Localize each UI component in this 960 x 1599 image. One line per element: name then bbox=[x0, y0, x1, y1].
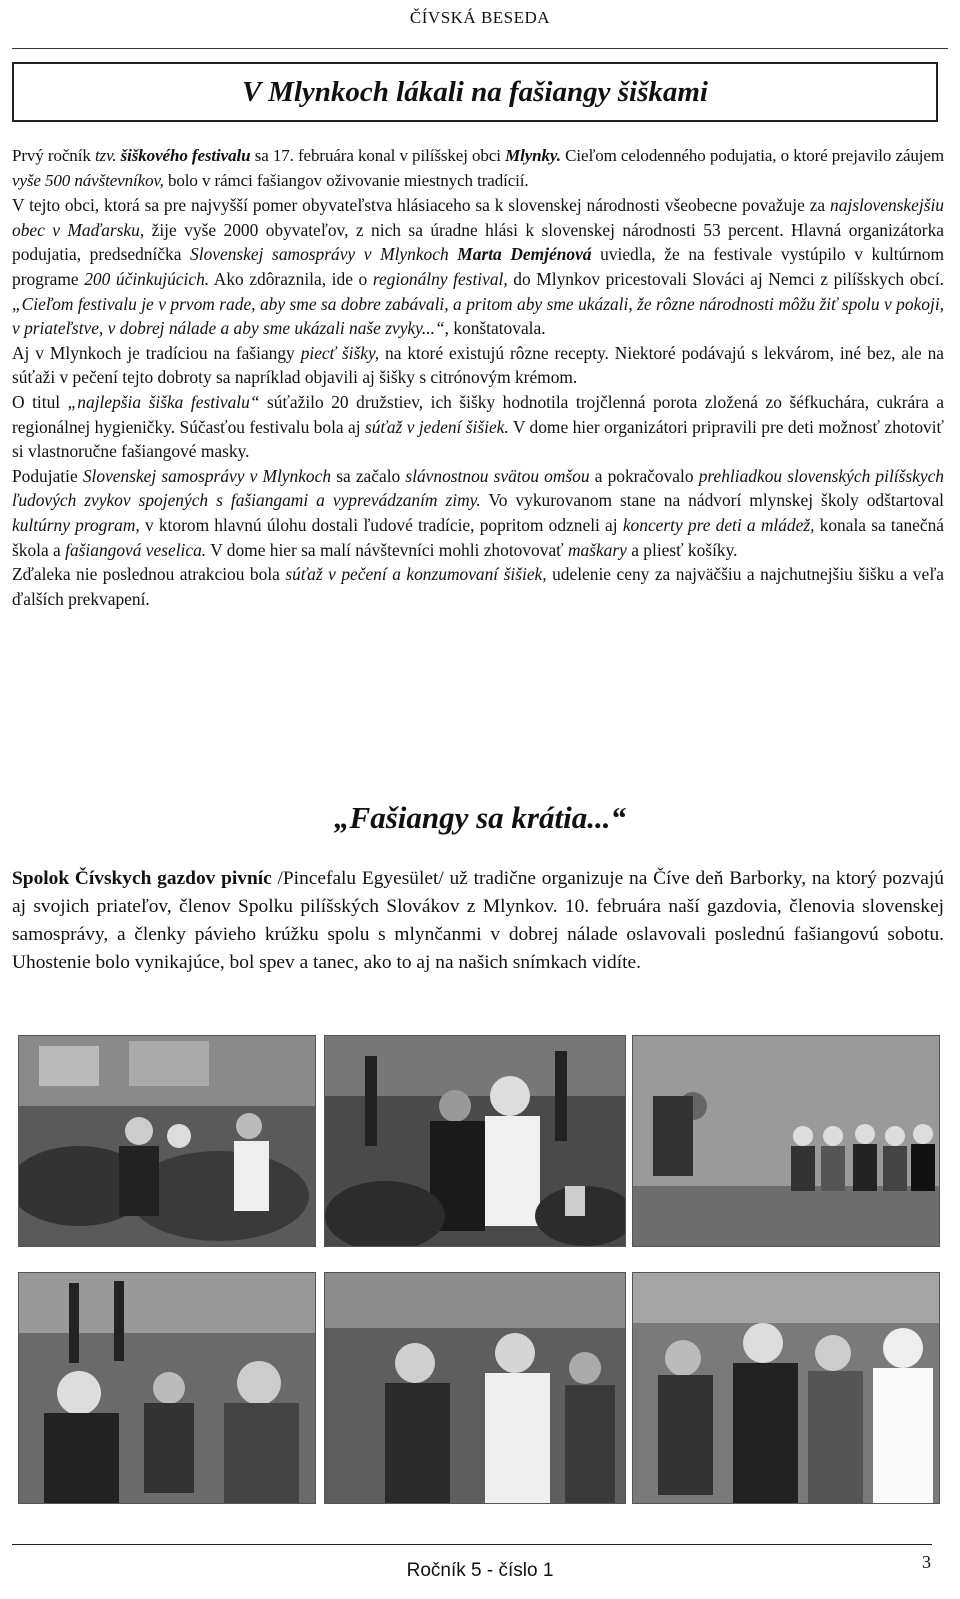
article2-body bbox=[12, 865, 944, 977]
article-body bbox=[12, 144, 944, 611]
text-run: súťažilo 20 družstiev, ich šišky hodnotila trojčlenná porota zložená zo šéfkuchára, cukrára a regionálnej hygieničky. Súčasťou festivalu bola aj bbox=[12, 391, 945, 437]
text-run: vyše 500 návštevníkov, bbox=[12, 170, 164, 190]
text-run: slávnostnou svätou omšou bbox=[405, 465, 590, 486]
text-run: Marta Demjénová bbox=[457, 244, 592, 265]
photo-dancing-couple bbox=[324, 1035, 626, 1247]
text-run: maškary bbox=[567, 539, 627, 560]
article2-title: „Fašiangy sa krátia...“ bbox=[334, 800, 626, 835]
text-run: udelenie ceny za najväčšiu a najchutnejšiu šišku a veľa ďalších prekvapení. bbox=[12, 564, 944, 609]
text-run: Mlynky. bbox=[505, 146, 561, 165]
text-run: uviedla, že na festivale vystúpilo v kultúrnom programe bbox=[12, 244, 945, 289]
photo-dancing-couple-image bbox=[325, 1036, 625, 1246]
text-run: regionálny festival, bbox=[372, 268, 508, 289]
page-number: 3 bbox=[922, 1552, 931, 1572]
text-run: „Cieľom festivalu je v prvom rade, aby sme sa dobre zabávali, a pritom aby sme ukázali, že rôzne národnosti môžu žiť spolu v pokoji, v priateľstve, v dobrej nálade a aby sme ukázali naše zvyky...“ bbox=[12, 293, 944, 339]
header-rule bbox=[12, 48, 948, 49]
text-run: sa začalo bbox=[331, 465, 406, 486]
paragraph bbox=[12, 193, 944, 341]
text-run: Cieľom celodenného podujatia, o ktoré prejavilo záujem bbox=[560, 146, 945, 165]
article-title-box bbox=[12, 62, 938, 122]
text-run: Slovenskej samosprávy v Mlynkoch bbox=[82, 465, 332, 486]
text-run: „najlepšia šiška festivalu“ bbox=[67, 391, 260, 412]
text-run: Podujatie bbox=[12, 465, 83, 486]
paragraph bbox=[12, 390, 944, 464]
text-run: Prvý ročník bbox=[12, 146, 95, 165]
text-run: V dome hier sa malí návštevníci mohli zhotovovať bbox=[206, 539, 568, 560]
photo-standing-women bbox=[632, 1035, 940, 1247]
photo-dance-hall-image bbox=[19, 1036, 315, 1246]
text-run: v ktorom hlavnú úlohu dostali ľudové tradície, popritom odzneli aj bbox=[139, 514, 623, 535]
text-run: /Pincefalu Egyesület/ už tradične organizuje na Číve deň Barborky, na ktorý pozvajú aj svojich priateľov, členov Spolku pilíšských Slovákov z Mlynkov. 10. februára naší gazdovia, členovia slovenskej samosprávy, a členky pávieho krúžku spolu s mlynčanmi v dobrej nálade oslavovali poslednú fašiangovú sobotu. Uhostenie bolo vynikajúce, bol spev a tanec, ako to aj na našich snímkach vidíte. bbox=[12, 868, 944, 973]
photo-singing-group-image bbox=[633, 1273, 939, 1503]
text-run: súťaž v pečení a konzumovaní šišiek, bbox=[285, 564, 547, 585]
text-run: súťaž v jedení šišiek. bbox=[365, 416, 509, 437]
text-run: Aj v Mlynkoch je tradíciou na fašiangy bbox=[12, 342, 301, 363]
text-run: Slovenskej samosprávy v Mlynkoch bbox=[190, 244, 449, 265]
text-run: O titul bbox=[12, 391, 68, 412]
text-run: 200 účinkujúcich. bbox=[84, 268, 210, 289]
text-run: tzv. bbox=[94, 146, 117, 165]
text-run bbox=[449, 244, 458, 264]
text-run: prehliadkou slovenských pilíšskych ľudových zvykov spojených s fašiangami a vyprevádzaním zimy. bbox=[12, 465, 944, 511]
photo-dance-hall bbox=[18, 1035, 316, 1247]
text-run: na ktoré existujú rôzne recepty. Niektoré podávajú s lekvárom, iné bez, ale na súťaži v pečení tejto dobroty sa napríklad objavili aj šišky s citrónovým krémom. bbox=[12, 342, 945, 388]
footer-rule bbox=[12, 1544, 932, 1545]
text-run: fašiangová veselica. bbox=[65, 539, 207, 560]
text-run: piecť šišky, bbox=[300, 342, 380, 363]
photo-dancing-women bbox=[324, 1272, 626, 1504]
text-run: a pokračovalo bbox=[589, 465, 699, 486]
newsletter-title: ČÍVSKÁ BESEDA bbox=[409, 8, 551, 27]
text-run: Ako zdôraznila, ide o bbox=[209, 268, 373, 289]
photo-singing-group bbox=[632, 1272, 940, 1504]
article-title: V Mlynkoch lákali na fašiangy šiškami bbox=[242, 75, 708, 108]
paragraph bbox=[12, 144, 944, 193]
paragraph bbox=[12, 341, 944, 390]
paragraph bbox=[12, 865, 944, 977]
text-run: do Mlynkov pricestovali Slováci aj Nemci z pilíšskych obcí. bbox=[507, 268, 944, 289]
photo-standing-women-image bbox=[633, 1036, 939, 1246]
photo-dancing-women-image bbox=[325, 1273, 625, 1503]
text-run: Zďaleka nie poslednou atrakciou bola bbox=[12, 564, 286, 585]
text-run: V dome hier organizátori pripravili pre deti možnosť zhotoviť si vlastnoručne fašiangové masky. bbox=[12, 416, 944, 462]
photo-seated-guests-image bbox=[19, 1273, 315, 1503]
text-run: Spolok Čívskych gazdov pivníc bbox=[12, 868, 272, 889]
photo-seated-guests bbox=[18, 1272, 316, 1504]
text-run: koncerty pre deti a mládež, bbox=[622, 514, 815, 535]
text-run: konala sa tanečná škola a bbox=[12, 514, 945, 560]
footer-issue: Ročník 5 - číslo 1 bbox=[406, 1560, 554, 1581]
text-run: Vo vykurovanom stane na nádvorí mlynskej školy odštartoval bbox=[480, 490, 945, 511]
text-run: bolo v rámci fašiangov oživovanie miestnych tradícií. bbox=[163, 170, 529, 190]
text-run: najslovenskejšiu obec v Maďarsku, bbox=[12, 195, 944, 240]
text-run: a pliesť košíky. bbox=[626, 539, 738, 560]
paragraph bbox=[12, 562, 944, 611]
text-run: žije vyše 2000 obyvateľov, z nich sa úradne hlási k slovenskej národnosti 53 percent. Hlavná organizátorka podujatia, predsedníčka bbox=[12, 219, 944, 265]
text-run: V tejto obci, ktorá sa pre najvyšší pomer obyvateľstva hlásiaceho sa k slovenskej národnosti všeobecne považuje za bbox=[12, 195, 831, 216]
text-run: kultúrny program, bbox=[12, 514, 140, 535]
paragraph bbox=[12, 464, 944, 562]
text-run: šiškového festivalu bbox=[120, 146, 251, 165]
text-run: sa 17. februára konal v pilíšskej obci bbox=[250, 146, 506, 165]
text-run: , konštatovala. bbox=[444, 318, 546, 339]
